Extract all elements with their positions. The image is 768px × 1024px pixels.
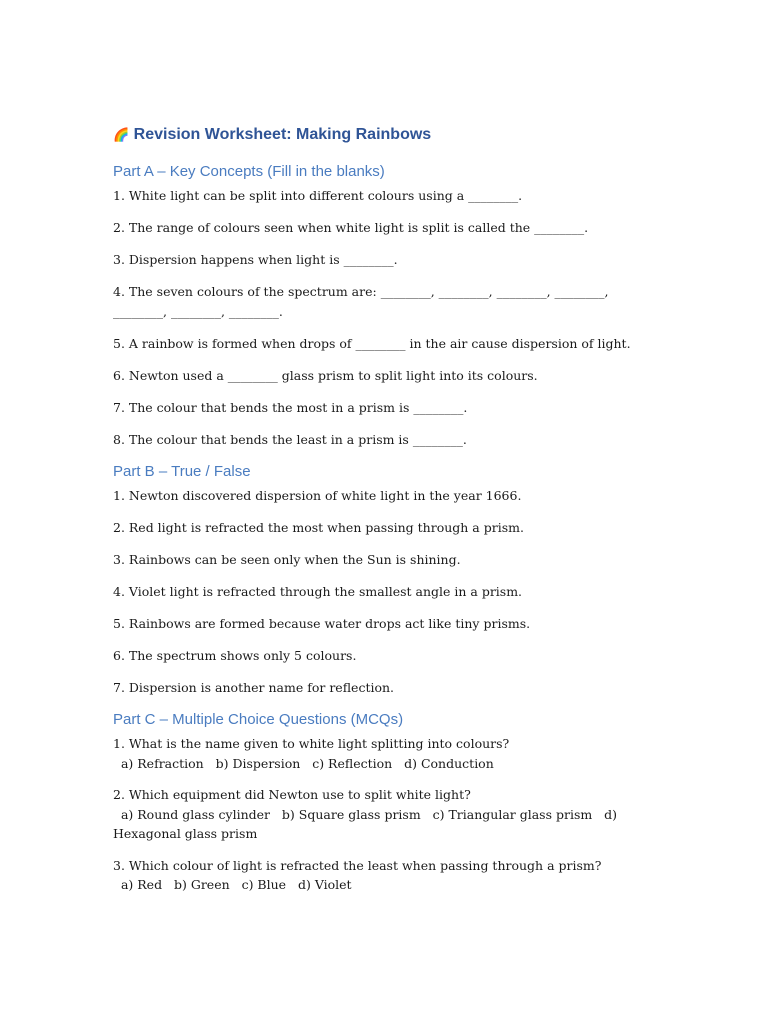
part-a-heading: Part A – Key Concepts (Fill in the blanks): [113, 163, 385, 180]
part-a-item-1: 1. White light can be split into different colours using a ________.: [113, 188, 523, 203]
page-title: [113, 124, 658, 146]
title-text: Revision Worksheet: Making Rainbows: [133, 126, 432, 143]
mcq-question-3: [113, 856, 658, 895]
mcq-question-text: 1. What is the name given to white light splitting into colours?: [113, 736, 510, 751]
part-a-item-8: 8. The colour that bends the least in a prism is ________.: [113, 432, 467, 447]
part-a-item-2: 2. The range of colours seen when white light is split is called the ________.: [113, 220, 589, 235]
worksheet-content: [113, 124, 658, 907]
part-b-item-4: 4. Violet light is refracted through the smallest angle in a prism.: [113, 584, 523, 599]
part-b-item-7: 7. Dispersion is another name for reflection.: [113, 680, 395, 695]
part-b-item-2: 2. Red light is refracted the most when passing through a prism.: [113, 520, 524, 535]
part-a-item-6: 6. Newton used a ________ glass prism to split light into its colours.: [113, 368, 538, 383]
part-b-item-1: 1. Newton discovered dispersion of white light in the year 1666.: [113, 488, 522, 503]
mcq-question-text: 2. Which equipment did Newton use to split white light?: [113, 787, 471, 802]
mcq-question-1: [113, 734, 658, 773]
rainbow-icon: 🌈: [113, 127, 130, 142]
mcq-options: a) Red b) Green c) Blue d) Violet: [113, 877, 352, 892]
part-a-item-7: 7. The colour that bends the most in a prism is ________.: [113, 400, 468, 415]
part-b-item-6: 6. The spectrum shows only 5 colours.: [113, 648, 357, 663]
part-a-item-4: 4. The seven colours of the spectrum are: ________, ________, ________, ________, ________, ________, ________.: [113, 284, 609, 319]
part-b-item-3: 3. Rainbows can be seen only when the Sun is shining.: [113, 552, 461, 567]
part-a-item-3: 3. Dispersion happens when light is ________.: [113, 252, 398, 267]
mcq-options: a) Round glass cylinder b) Square glass prism c) Triangular glass prism d) Hexagonal glass prism: [113, 806, 622, 841]
part-b-item-5: 5. Rainbows are formed because water drops act like tiny prisms.: [113, 616, 531, 631]
mcq-options: a) Refraction b) Dispersion c) Reflection d) Conduction: [113, 755, 494, 771]
part-a-item-5: 5. A rainbow is formed when drops of ________ in the air cause dispersion of light.: [113, 336, 631, 351]
mcq-question-2: [113, 785, 658, 844]
mcq-question-text: 3. Which colour of light is refracted the least when passing through a prism?: [113, 857, 602, 873]
part-c-heading: Part C – Multiple Choice Questions (MCQs): [113, 711, 404, 728]
part-b-heading: Part B – True / False: [113, 463, 251, 480]
